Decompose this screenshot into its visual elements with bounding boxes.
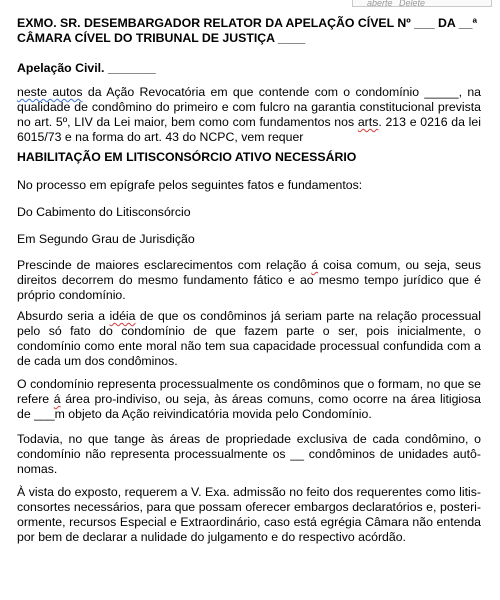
- intro-part-2: da Ação Revocatória em que contende com o condomínio _____, na qualidade de condômino do primeiro e com fulcro na garantia constitucional prevista no art. 5º, LIV da Lei maior, bem como com fundamentos nos: [17, 85, 481, 129]
- paragraph-3-part-1: O condomínio representa processualmente os condôminos que o formam, no que se refere: [17, 377, 481, 406]
- subtitle-cabimento: Do Cabimento do Litisconsórcio: [17, 205, 191, 219]
- paragraph-2-part-2: idéia: [109, 309, 136, 323]
- section-title: HABILITAÇÃO EM LITISCONSÓRCIO ATIVO NECESSÁRIO: [17, 150, 357, 164]
- paragraph-3: [17, 377, 481, 422]
- paragraph-1-part-2: á: [311, 258, 319, 272]
- subtitle-segundo-grau: Em Segundo Grau de Jurisdição: [17, 232, 195, 246]
- paragraph-3-part-2: á: [53, 392, 61, 406]
- paragraph-4: Todavia, no que tange às áreas de propriedade exclusiva de cada condômino, o condomínio não representa processualmente os __ condôminos de unidades autô-nomas.: [17, 432, 481, 476]
- intro-part-1: neste autos: [17, 85, 83, 99]
- paragraph-5: À vista do exposto, requerem a V. Exa. admissão no feito dos requerentes como litis-consortes necessários, para que possam oferecer embargos declaratórios e, posteri-ormente, recursos Especial e Extraordinário, caso está egrégia Câmara não entenda por bem de declarar a nulidade do julgamento e do respectivo acórdão.: [17, 485, 481, 544]
- header-line-2: CÂMARA CÍVEL DO TRIBUNAL DE JUSTIÇA ____: [17, 31, 306, 45]
- header-line-1: EXMO. SR. DESEMBARGADOR RELATOR DA APELAÇÃO CÍVEL Nº ___ DA __ª: [17, 16, 477, 30]
- paragraph-2-part-1: Absurdo seria a: [17, 309, 110, 323]
- intro-paragraph: [17, 85, 481, 145]
- appeal-label: Apelação Civil. _______: [17, 61, 156, 75]
- intro-part-4: . 213 e 0216 da lei 6015/73 e na forma do art. 43 do NCPC, vem requer: [17, 115, 481, 144]
- paragraph-1-part-3: coisa comum, ou seja, seus direitos decorrem do mesmo fundamento fático e ao mesmo tempo jurídico que é próprio condomínio.: [17, 258, 481, 302]
- paragraph-1: [17, 258, 481, 303]
- facts-intro: No processo em epígrafe pelos seguintes fatos e fundamentos:: [17, 178, 363, 192]
- comment-label: aberte: [367, 0, 393, 7]
- intro-part-3: arts: [357, 115, 379, 129]
- paragraph-1-part-1: Prescinde de maiores esclarecimentos com relação: [17, 258, 312, 272]
- comment-delete-label[interactable]: Delete: [399, 0, 426, 7]
- comment-box: [352, 0, 492, 7]
- document-header: [17, 16, 481, 46]
- paragraph-2: [17, 309, 481, 369]
- paragraph-2-part-3: de que os condôminos já seriam parte na relação processual pelo só fato do condomínio de que fazem parte o ser, pois inicialmente, o condomínio como ente moral não tem sua capacidade processual confundida com a de cada um dos condôminos.: [17, 309, 482, 368]
- paragraph-3-part-3: área pro-indiviso, ou seja, às áreas comuns, como ocorre na área litigiosa de ___m objeto da Ação reivindicatória movida pelo Condomínio.: [17, 392, 481, 421]
